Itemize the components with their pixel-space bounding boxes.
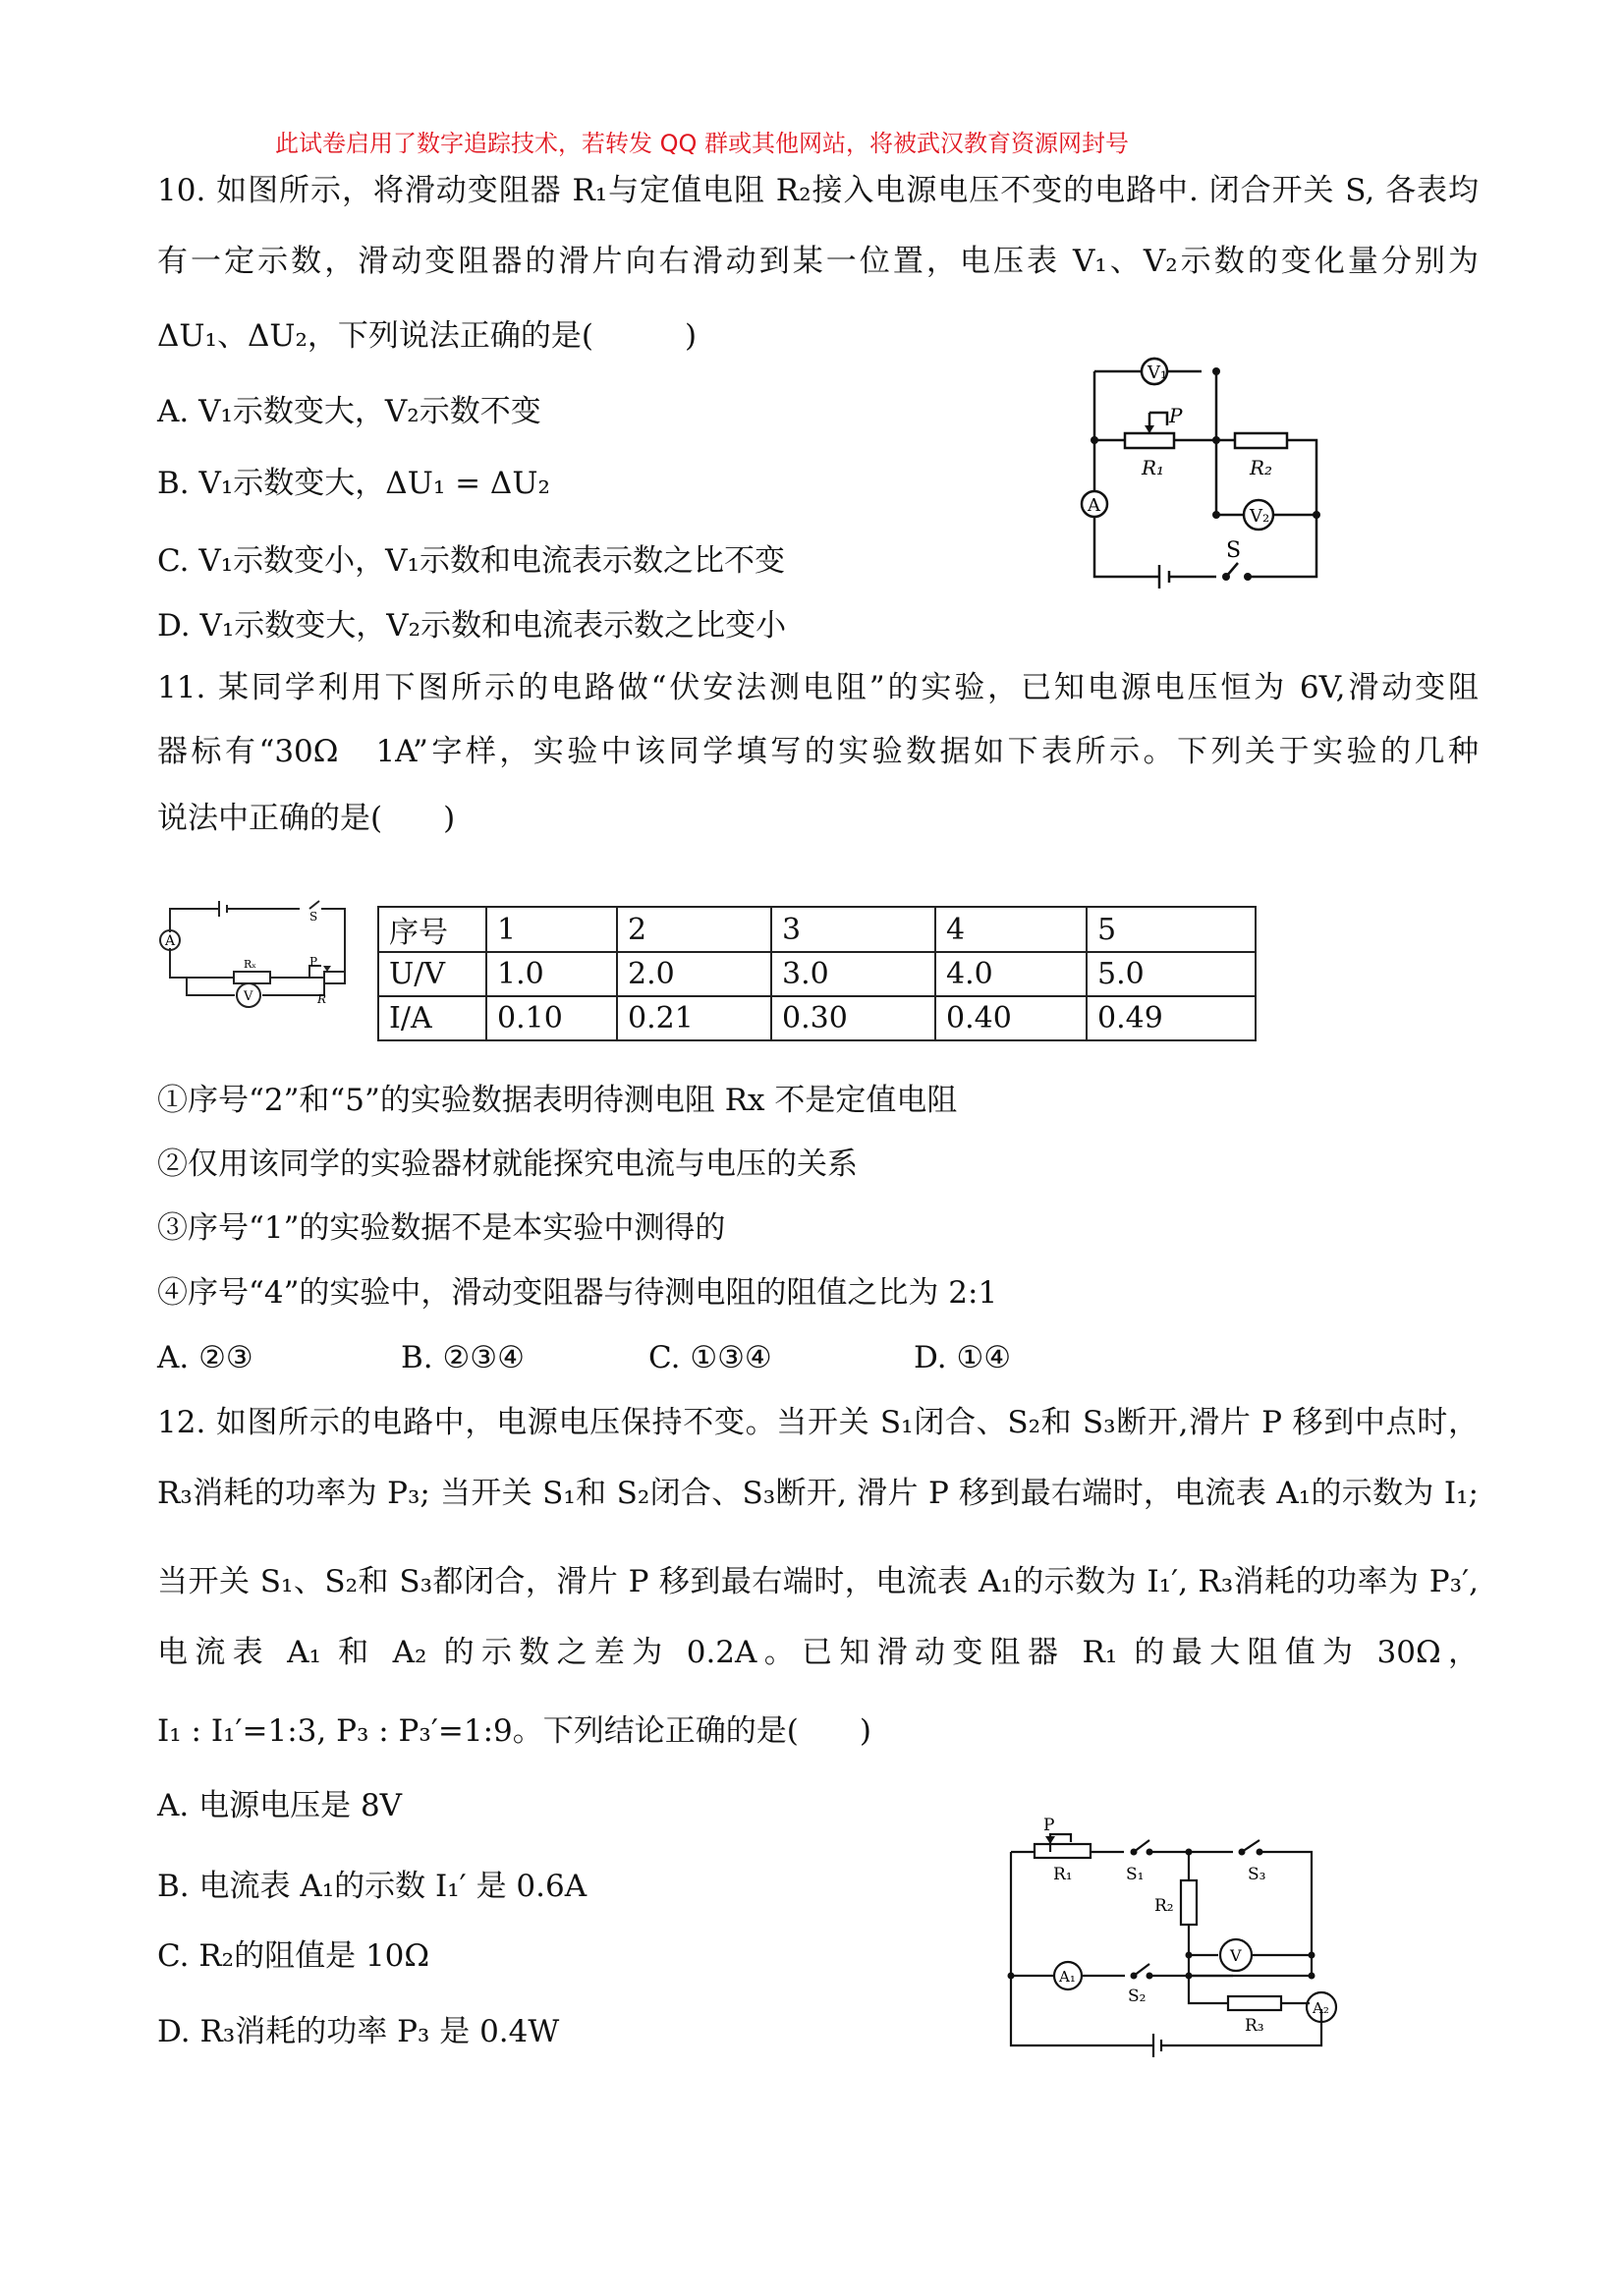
q11-statement-2: ②仅用该同学的实验器材就能探究电流与电压的关系 — [157, 1147, 858, 1182]
q10-v1-label: V₁ — [1147, 363, 1168, 383]
q10-option-c: C. V₁示数变小，V₁示数和电流表示数之比不变 — [157, 543, 785, 579]
q10-slider-label: P — [1169, 404, 1183, 427]
table-cell: 5 — [1087, 907, 1256, 952]
q11-option-d: D. ①④ — [914, 1340, 1012, 1375]
q11-rx-label: Rₓ — [244, 958, 256, 971]
q10-circuit-diagram — [1061, 349, 1336, 589]
q12-circuit-diagram — [992, 1813, 1361, 2058]
table-cell: 4.0 — [935, 952, 1087, 996]
q10-ammeter-label: A — [1088, 495, 1100, 516]
table-cell: 3.0 — [771, 952, 935, 996]
q12-a2-label: A₂ — [1313, 1999, 1329, 2017]
q11-line-3: 说法中正确的是( ) — [157, 801, 456, 836]
q10-line-3: ΔU₁、ΔU₂，下列说法正确的是( ) — [157, 318, 698, 354]
table-cell: 4 — [935, 907, 1087, 952]
table-cell: 1 — [486, 907, 617, 952]
q12-line-4: 电流表 A₁ 和 A₂ 的示数之差为 0.2A。已知滑动变阻器 R₁ 的最大阻值为 30Ω， — [157, 1635, 1479, 1670]
q11-statement-4: ④序号“4”的实验中，滑动变阻器与待测电阻的阻值之比为 2:1 — [157, 1275, 998, 1311]
table-cell: 2.0 — [617, 952, 771, 996]
q12-line-3: 当开关 S₁、S₂和 S₃都闭合，滑片 P 移到最右端时，电流表 A₁的示数为 I₁′, R₃消耗的功率为 P₃′, — [157, 1564, 1479, 1599]
q12-s3-label: S₃ — [1248, 1865, 1266, 1884]
q12-option-a: A. 电源电压是 8V — [157, 1788, 403, 1823]
q12-line-5: I₁ : I₁′=1:3, P₃ : P₃′=1:9。下列结论正确的是( ) — [157, 1713, 871, 1749]
q11-option-a: A. ②③ — [157, 1340, 253, 1375]
q12-line-1: 12. 如图所示的电路中，电源电压保持不变。当开关 S₁闭合、S₂和 S₃断开,滑片 P 移到中点时， — [157, 1405, 1479, 1440]
table-cell: 2 — [617, 907, 771, 952]
q12-a1-label: A₁ — [1059, 1968, 1076, 1986]
q10-line-1: 10. 如图所示，将滑动变阻器 R₁与定值电阻 R₂接入电源电压不变的电路中. 闭合开关 S, 各表均 — [157, 173, 1479, 208]
q10-option-d: D. V₁示数变大，V₂示数和电流表示数之比变小 — [157, 608, 787, 644]
q12-slider-label: P — [1043, 1816, 1055, 1835]
table-cell: 5.0 — [1087, 952, 1256, 996]
table-cell: 序号 — [378, 907, 486, 952]
q11-line-1: 11. 某同学利用下图所示的电路做“伏安法测电阻”的实验，已知电源电压恒为 6V,滑动变阻 — [157, 670, 1479, 705]
table-row — [378, 907, 1256, 952]
copyright-banner: 此试卷启用了数字追踪技术，若转发 QQ 群或其他网站，将被武汉教育资源网封号 — [275, 130, 1130, 157]
q10-r2-label: R₂ — [1250, 456, 1273, 479]
q10-line-2: 有一定示数，滑动变阻器的滑片向右滑动到某一位置，电压表 V₁、V₂示数的变化量分别为 — [157, 244, 1479, 279]
table-row — [378, 952, 1256, 996]
q12-option-b: B. 电流表 A₁的示数 I₁′ 是 0.6A — [157, 1869, 588, 1904]
q10-option-a: A. V₁示数变大，V₂示数不变 — [157, 394, 541, 429]
q11-option-c: C. ①③④ — [648, 1340, 772, 1375]
q11-ammeter-label: A — [165, 933, 176, 949]
table-cell: 0.40 — [935, 996, 1087, 1040]
q12-option-c: C. R₂的阻值是 10Ω — [157, 1938, 430, 1974]
table-cell: U/V — [378, 952, 486, 996]
table-row — [378, 996, 1256, 1040]
q10-switch-label: S — [1226, 538, 1242, 563]
q11-switch-label: S — [309, 910, 318, 924]
q10-v2-label: V₂ — [1250, 506, 1270, 527]
table-cell: 3 — [771, 907, 935, 952]
table-cell: 1.0 — [486, 952, 617, 996]
q11-data-table — [377, 906, 1257, 1041]
q11-line-2: 器标有“30Ω 1A”字样，实验中该同学填写的实验数据如下表所示。下列关于实验的几种 — [157, 734, 1479, 769]
q12-r2-label: R₂ — [1154, 1896, 1174, 1916]
q12-voltmeter-label: V — [1230, 1946, 1242, 1965]
q12-r1-label: R₁ — [1053, 1865, 1073, 1884]
table-cell: 0.10 — [486, 996, 617, 1040]
table-cell: 0.21 — [617, 996, 771, 1040]
q12-r3-label: R₃ — [1245, 2016, 1264, 2036]
table-cell: 0.49 — [1087, 996, 1256, 1040]
table-cell: 0.30 — [771, 996, 935, 1040]
q10-option-b: B. V₁示数变大，ΔU₁ = ΔU₂ — [157, 466, 550, 501]
q12-line-2: R₃消耗的功率为 P₃; 当开关 S₁和 S₂闭合、S₃断开, 滑片 P 移到最右端时，电流表 A₁的示数为 I₁; — [157, 1476, 1479, 1511]
q10-r1-label: R₁ — [1142, 456, 1165, 479]
q11-circuit-diagram — [152, 889, 364, 1027]
q12-s2-label: S₂ — [1128, 1987, 1147, 2006]
q11-slider-label: P — [309, 955, 318, 969]
q12-option-d: D. R₃消耗的功率 P₃ 是 0.4W — [157, 2014, 560, 2049]
q11-voltmeter-label: V — [244, 989, 253, 1004]
q11-r-label: R — [317, 992, 327, 1006]
q11-statement-1: ①序号“2”和“5”的实验数据表明待测电阻 Rx 不是定值电阻 — [157, 1083, 958, 1118]
table-cell: I/A — [378, 996, 486, 1040]
q11-statement-3: ③序号“1”的实验数据不是本实验中测得的 — [157, 1210, 726, 1246]
q12-s1-label: S₁ — [1126, 1865, 1145, 1884]
q11-option-b: B. ②③④ — [401, 1340, 525, 1375]
